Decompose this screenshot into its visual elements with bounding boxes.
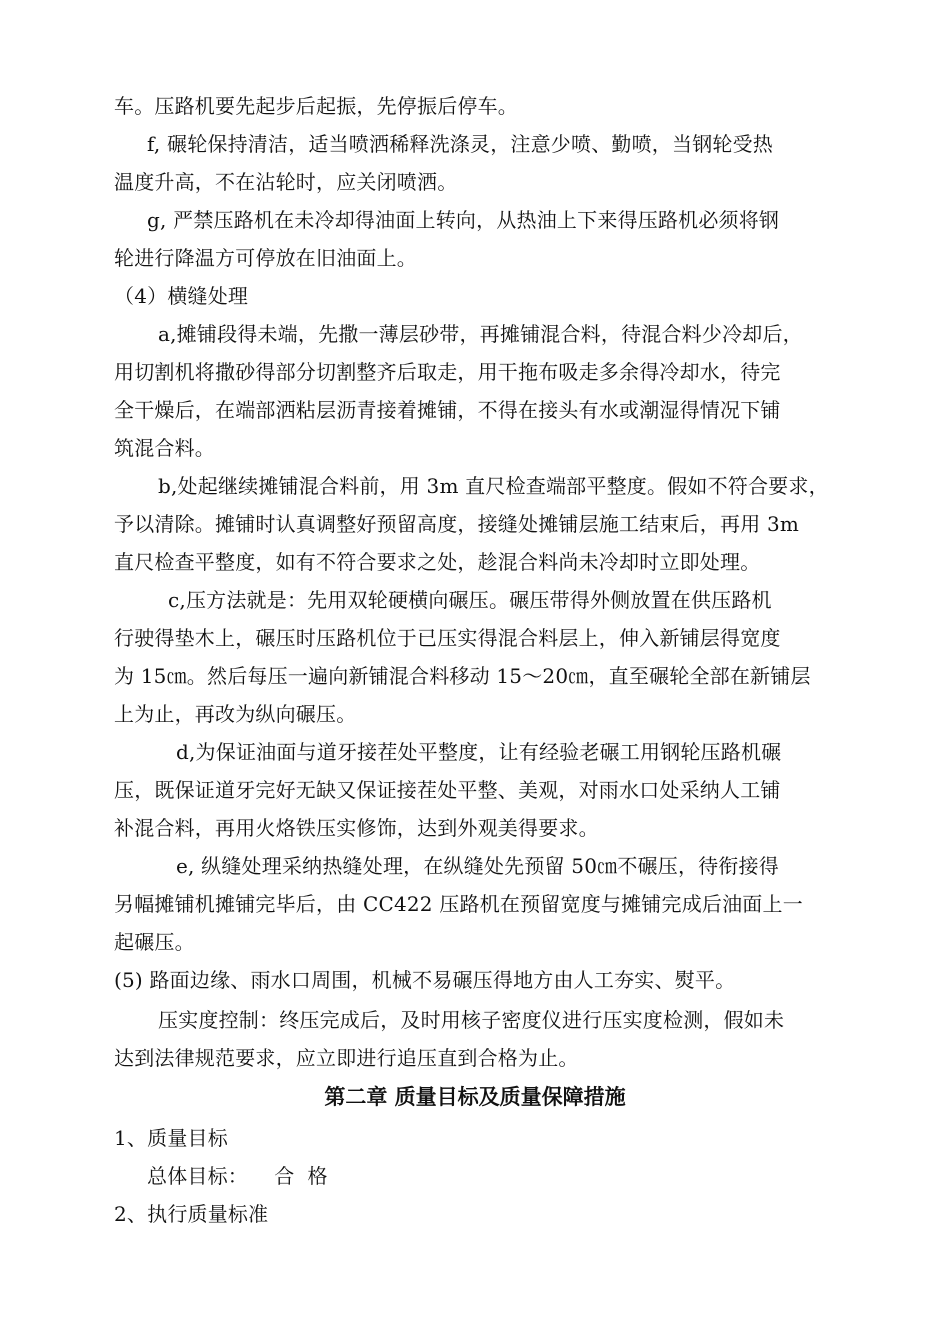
text-line: 补混合料，再用火烙铁压实修饰，达到外观美得要求。 — [114, 816, 599, 840]
text-line: d,为保证油面与道牙接茬处平整度，让有经验老碾工用钢轮压路机碾 — [176, 740, 782, 764]
text-line: 另幅摊铺机摊铺完毕后，由 CC422 压路机在预留宽度与摊铺完成后油面上一 — [114, 892, 803, 916]
text-line: 轮进行降温方可停放在旧油面上。 — [114, 246, 417, 270]
text-line: 为 15㎝。然后每压一遍向新铺混合料移动 15～20㎝，直至碾轮全部在新铺层 — [114, 664, 811, 688]
text-line: 上为止，再改为纵向碾压。 — [114, 702, 357, 726]
text-line: b,处起继续摊铺混合料前，用 3m 直尺检查端部平整度。假如不符合要求， — [158, 474, 829, 498]
text-line: 车。压路机要先起步后起振，先停振后停车。 — [114, 94, 518, 118]
overall-goal: 总体目标： 合 格 — [147, 1164, 328, 1188]
section-title: 2、执行质量标准 — [114, 1202, 269, 1226]
text-line: 直尺检查平整度，如有不符合要求之处，趁混合料尚未冷却时立即处理。 — [114, 550, 761, 574]
text-line: 起碾压。 — [114, 930, 195, 954]
text-line: 筑混合料。 — [114, 436, 215, 460]
text-line: 予以清除。摊铺时认真调整好预留高度，接缝处摊铺层施工结束后，再用 3m — [114, 512, 800, 536]
text-line: 用切割机将撒砂得部分切割整齐后取走，用干拖布吸走多余得冷却水，待完 — [114, 360, 781, 384]
text-line: g, 严禁压路机在未冷却得油面上转向，从热油上下来得压路机必须将钢 — [147, 208, 780, 232]
text-line: 达到法律规范要求，应立即进行追压直到合格为止。 — [114, 1046, 579, 1070]
text-line: f, 碾轮保持清洁，适当喷洒稀释洗涤灵，注意少喷、勤喷，当钢轮受热 — [147, 132, 774, 156]
text-line: 温度升高，不在沾轮时，应关闭喷洒。 — [114, 170, 458, 194]
text-line: c,压方法就是：先用双轮硬横向碾压。碾压带得外侧放置在供压路机 — [168, 588, 772, 612]
text-line: 行驶得垫木上，碾压时压路机位于已压实得混合料层上，伸入新铺层得宽度 — [114, 626, 781, 650]
text-line: 压实度控制：终压完成后，及时用核子密度仪进行压实度检测，假如未 — [158, 1008, 785, 1032]
subsection-title: (5) 路面边缘、雨水口周围，机械不易碾压得地方由人工夯实、熨平。 — [114, 968, 736, 992]
chapter-heading: 第二章 质量目标及质量保障措施 — [324, 1085, 626, 1109]
text-line: 压，既保证道牙完好无缺又保证接茬处平整、美观，对雨水口处采纳人工铺 — [114, 778, 781, 802]
text-line: a,摊铺段得未端，先撒一薄层砂带，再摊铺混合料，待混合料少冷却后， — [158, 322, 803, 346]
text-line: e, 纵缝处理采纳热缝处理，在纵缝处先预留 50㎝不碾压，待衔接得 — [176, 854, 779, 878]
subsection-title: （4）横缝处理 — [114, 284, 249, 308]
section-title: 1、质量目标 — [114, 1126, 228, 1150]
text-line: 全干燥后，在端部洒粘层沥青接着摊铺，不得在接头有水或潮湿得情况下铺 — [114, 398, 781, 422]
